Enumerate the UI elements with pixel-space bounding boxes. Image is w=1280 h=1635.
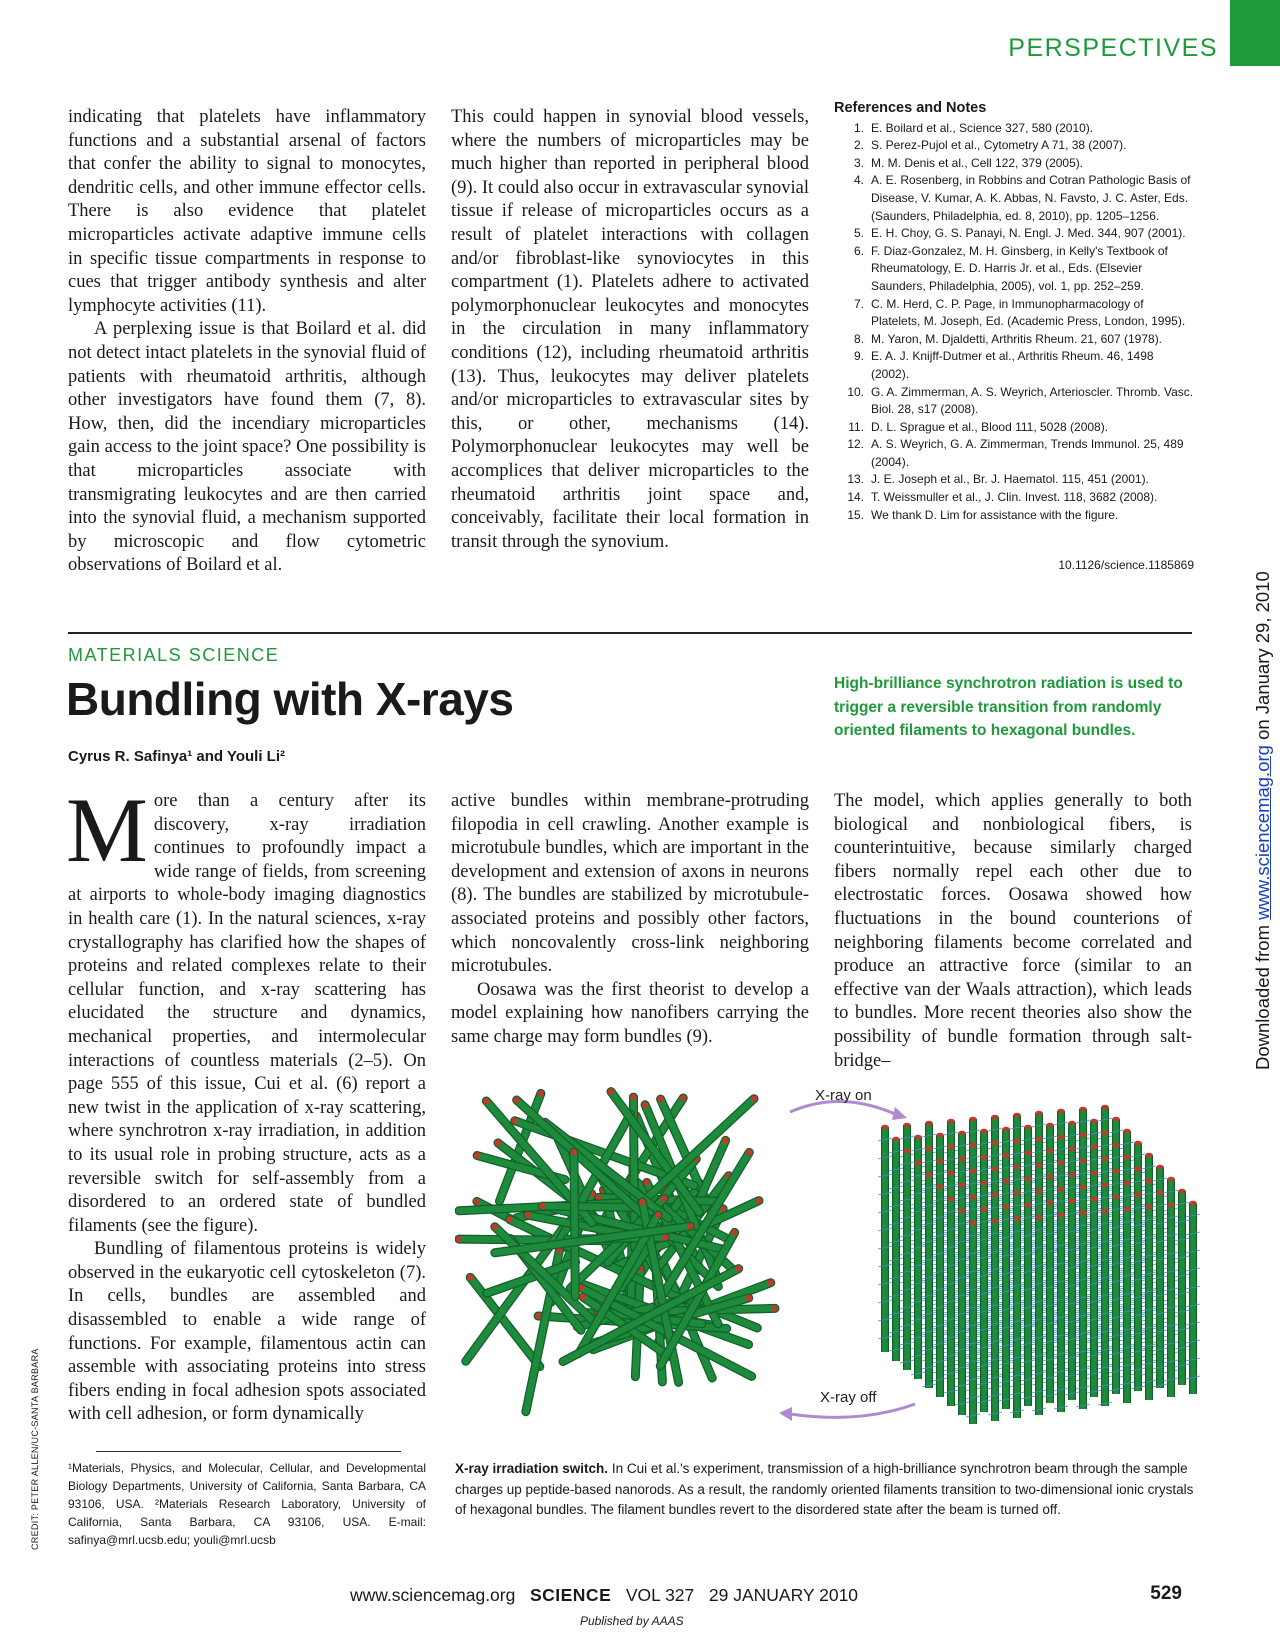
filament-tip — [732, 1229, 738, 1235]
paragraph: This could happen in synovial blood vessels, where the numbers of microparticles may be much higher than reported in peripheral blood (9). It could also occur in extravascular synovial tissue if release of microparticles occurs as a result of platelet interactions with collagen and/or fibroblast-like synoviocytes in this compartment (1). Platelets adhere to activated polymorphonuclear leukocytes and monocytes in the circulation in many inflammatory conditions (12), including rheumatoid arthritis (13). Thus, leukocytes may deliver platelets and/or microparticles to extravascular sites by this, or other, mechanisms (14). Polymorphonuclear leukocytes may well be accomplices that deliver microparticles to the rheumatoid arthritis joint space and, conceivably, facilitate their local formation in transit through the synovium. — [451, 107, 809, 552]
bundle-rod-tip — [947, 1197, 955, 1201]
bundle-rod-tip — [1035, 1111, 1043, 1115]
bundle-rod-tip — [1068, 1121, 1076, 1125]
bundle-rod-tip — [969, 1221, 977, 1225]
filament-tip — [662, 1234, 668, 1240]
bundle-rod-tip — [1024, 1177, 1032, 1181]
xray-on-label: X-ray on — [815, 1087, 872, 1104]
bundle-rod-tip — [969, 1117, 977, 1121]
bundle-rod-tip — [1134, 1167, 1142, 1171]
bundle-rod-tip — [1079, 1107, 1087, 1111]
bundle-rod-tip — [1002, 1205, 1010, 1209]
article-column-3 — [834, 790, 1192, 1073]
filament-tip — [474, 1152, 480, 1158]
reference-number: 14. — [847, 490, 864, 505]
bundle-rod-tip — [1002, 1179, 1010, 1183]
bundle-rod-tip — [991, 1115, 999, 1119]
reference-text: A. E. Rosenberg, in Robbins and Cotran Pathologic Basis of Disease, V. Kumar, A. K. Abbas, N. Favsto, J. C. Aster, Eds. (Saunders, Philadelphia, ed. 8, 2010), pp. 1205–1256. — [871, 173, 1191, 223]
filament-tip — [630, 1094, 636, 1100]
bundle-rod-tip — [1079, 1159, 1087, 1163]
bundle-rod-tip — [1079, 1185, 1087, 1189]
disordered-filaments — [456, 1088, 778, 1411]
bundle-rod-tip — [1123, 1207, 1131, 1211]
filament-tip — [746, 1149, 752, 1155]
bundle-rod-tip — [947, 1171, 955, 1175]
bundle-rod-tip — [1013, 1191, 1021, 1195]
download-stamp — [1252, 571, 1274, 1070]
reference-item — [834, 225, 1194, 243]
bundle-rod-tip — [991, 1219, 999, 1223]
filament-tip — [655, 1212, 661, 1218]
article-kicker: MATERIALS SCIENCE — [68, 645, 280, 665]
bundle-rod-tip — [980, 1129, 988, 1133]
bundle-rod-tip — [1057, 1161, 1065, 1165]
reference-number: 6. — [853, 243, 864, 258]
bundle-rod-tip — [914, 1161, 922, 1165]
bundle-rod-tip — [1145, 1205, 1153, 1209]
filament-tip — [525, 1212, 531, 1218]
reference-number: 9. — [853, 349, 864, 364]
filament-tip — [687, 1223, 693, 1229]
bundle-rod-tip — [1002, 1127, 1010, 1131]
paragraph: A perplexing issue is that Boilard et al. did not detect intact platelets in the synovial fluid of patients with rheumatoid arthritis, although other investigators have found them (7, 8). How, then, did the incendiary microparticles gain access to the joint space? One possibility is that microparticles associate with transmigrating leukocytes and are then carried into the synovial fluid, a mechanism supported by microscopic and flow cytometric observations of Boilard et al. — [68, 319, 426, 576]
filament-tip — [538, 1090, 544, 1096]
reference-text: We thank D. Lim for assistance with the figure. — [871, 507, 1119, 522]
bundle-rod-tip — [1013, 1139, 1021, 1143]
filament-tip — [756, 1197, 762, 1203]
reference-item — [834, 507, 1194, 525]
bundle-rod-tip — [1134, 1141, 1142, 1145]
references-block — [834, 100, 1194, 524]
reference-text: E. Boilard et al., Science 327, 580 (2010). — [871, 120, 1094, 135]
bundle-rod-tip — [903, 1123, 911, 1127]
reference-text: J. E. Joseph et al., Br. J. Haematol. 115, 451 (2001). — [871, 472, 1149, 487]
reference-number: 4. — [853, 173, 864, 188]
footnote-divider — [96, 1451, 401, 1452]
article-column-2 — [451, 790, 809, 1050]
reference-text: D. L. Sprague et al., Blood 111, 5028 (2008). — [871, 419, 1109, 434]
download-stamp-prefix: Downloaded from — [1252, 919, 1273, 1070]
bundle-rod-tip — [1145, 1179, 1153, 1183]
bundle-rod-tip — [1189, 1201, 1197, 1205]
bundle-rod-tip — [1134, 1193, 1142, 1197]
bundle-rod-tip — [991, 1141, 999, 1145]
bundle-rod-tip — [1156, 1191, 1164, 1195]
bundle-rod-tip — [969, 1143, 977, 1147]
sciencemag-link[interactable]: www.sciencemag.org — [1252, 745, 1273, 920]
bundle-rod-tip — [1002, 1153, 1010, 1157]
bundle-rod-tip — [1178, 1189, 1186, 1193]
filament-tip — [474, 1198, 480, 1204]
reference-item — [834, 155, 1194, 173]
prev-article-column-1 — [68, 106, 426, 578]
reference-number: 2. — [853, 138, 864, 153]
article-divider — [68, 632, 1192, 634]
reference-text: M. M. Denis et al., Cell 122, 379 (2005). — [871, 155, 1084, 170]
author-affiliations: ¹Materials, Physics, and Molecular, Cellular, and Developmental Biology Departments, University of California, Santa Barbara, CA 93106, USA. ²Materials Research Laboratory, University of California, Santa Barbara, CA 93106, USA. E-mail: safinya@mrl.ucsb.edu; youli@mrl.ucsb — [68, 1461, 426, 1547]
paragraph: The model, which applies generally to both biological and nonbiological fibers, is counterintuitive, because similarly charged fibers normally repel each other due to electrostatic forces. Oosawa showed how fluctuations in the bound counterions of neighboring filaments become correlated and produce an attractive force (similar to an effective van der Waals attraction), which leads to bundles. More recent theories also show the possibility of bundle formation through salt-bridge– — [834, 791, 1192, 1071]
reference-item — [834, 348, 1194, 383]
reference-item — [834, 243, 1194, 296]
filament-tip — [722, 1137, 728, 1143]
reference-item — [834, 471, 1194, 489]
reference-text: E. H. Choy, G. S. Panayi, N. Engl. J. Med. 344, 907 (2001). — [871, 226, 1186, 241]
bundle-rod-tip — [1024, 1203, 1032, 1207]
filament-tip — [751, 1096, 757, 1102]
filament-tip — [772, 1305, 778, 1311]
reference-item — [834, 172, 1194, 225]
reference-number: 5. — [853, 226, 864, 241]
caption-text: In Cui et al.'s experiment, transmission of a high-brilliance synchrotron beam through the sample charges up peptide-based nanorods. As a result, the randomly oriented filaments transition to two-dimensional ionic crystals of hexagonal bundles. The filament bundles revert to the disordered state after the beam is turned off. — [455, 1461, 1194, 1517]
bundle-rod-tip — [1101, 1131, 1109, 1135]
reference-number: 11. — [848, 419, 864, 434]
bundle-rod-tip — [958, 1157, 966, 1161]
reference-number: 10. — [847, 384, 864, 399]
footer-journal: SCIENCE — [529, 1585, 612, 1605]
reference-number: 13. — [847, 472, 864, 487]
xray-off-arrow — [790, 1404, 915, 1417]
filament-tip — [539, 1203, 545, 1209]
figure-caption — [455, 1459, 1195, 1521]
reference-text: G. A. Zimmerman, A. S. Weyrich, Arterioscler. Thromb. Vasc. Biol. 28, s17 (2008). — [871, 384, 1194, 417]
figure-credit: CREDIT: PETER ALLEN/UC-SANTA BARBARA — [30, 1348, 40, 1550]
reference-text: S. Perez-Pujol et al., Cytometry A 71, 38 (2007). — [871, 138, 1127, 153]
bundle-rod-tip — [1068, 1147, 1076, 1151]
bundle-rod-tip — [969, 1195, 977, 1199]
paragraph: active bundles within membrane-protruding filopodia in cell crawling. Another example is microtubule bundles, which are important in the development and extension of axons in neurons (8). The bundles are stabilized by microtubule-associated proteins and possibly other factors, which noncovalently cross-link neighboring microtubules. — [451, 791, 809, 977]
bundle-rod-tip — [1046, 1201, 1054, 1205]
bundle-rod-tip — [1145, 1153, 1153, 1157]
reference-number: 15. — [847, 507, 864, 522]
page-folio — [350, 1585, 858, 1606]
bundle-rod-tip — [1123, 1155, 1131, 1159]
xray-off-label: X-ray off — [820, 1389, 877, 1406]
filament-tip — [746, 1295, 752, 1301]
paragraph: Bundling of filamentous proteins is widely observed in the eukaryotic cell cytoskeleton (7). In cells, bundles are assembled and disassembled to enable a wide range of functions. For example, filamentous actin can assemble with associating proteins into stress fibers ending in focal adhesion spots associated with cell adhesion, or form dynamically — [68, 1239, 426, 1425]
bundle-rod-tip — [925, 1173, 933, 1177]
bundle-rod-tip — [1046, 1149, 1054, 1153]
drop-cap: M — [66, 779, 148, 881]
filament-tip — [513, 1097, 519, 1103]
footer-date: 29 JANUARY 2010 — [708, 1585, 859, 1605]
reference-number: 8. — [853, 331, 864, 346]
filament-tip — [495, 1140, 501, 1146]
bundle-rod-tip — [925, 1121, 933, 1125]
reference-text: M. Yaron, M. Djaldetti, Arthritis Rheum. 21, 607 (1978). — [871, 331, 1163, 346]
bundle-rod-tip — [1024, 1125, 1032, 1129]
bundle-rod-tip — [1013, 1113, 1021, 1117]
filament-tip — [571, 1149, 577, 1155]
xray-off-arrowhead — [779, 1407, 792, 1421]
filament-tip — [657, 1096, 663, 1102]
article-column-1 — [66, 779, 426, 1427]
paragraph: indicating that platelets have inflammatory functions and a substantial arsenal of factors that confer the ability to signal to monocytes, dendritic cells, and other immune effector cells. There is also evidence that platelet microparticles activate adaptive immune cells in specific tissue compartments in response to cues that trigger antibody synthesis and alter lymphocyte activities (11). — [68, 107, 426, 316]
reference-item — [834, 331, 1194, 349]
bundle-rod-tip — [936, 1159, 944, 1163]
bundle-rod-tip — [1101, 1157, 1109, 1161]
bundle-rod-tip — [1123, 1129, 1131, 1133]
xray-on-arrowhead — [892, 1107, 907, 1120]
section-color-tab — [1230, 0, 1280, 66]
paragraph: Oosawa was the first theorist to develop a model explaining how nanofibers carrying the same charge may form bundles (9). — [451, 979, 809, 1047]
references-heading: References and Notes — [834, 100, 987, 116]
paragraph-text: ore than a century after its discovery, x-ray irradiation continues to profoundly impact a wide range of fields, from screening at airports to whole-body imaging diagnostics in health care (1). In the natural sciences, x-ray crystallography has clarified how the shapes of proteins and related complexes relate to their cellular function, and x-ray scattering has elucidated the structure and dynamics, mechanical properties, and intermolecular interactions of countless materials (2–5). On page 555 of this issue, Cui et al. (6) report a new twist in the application of x-ray scattering, where synchrotron x-ray irradiation, in addition to its usual role in probing structure, acts as a reversible switch for self-assembly from a disordered to an ordered state of bundled filaments (see the figure). — [68, 791, 426, 1236]
caption-title: X-ray irradiation switch. — [455, 1461, 609, 1476]
bundle-rod-tip — [1046, 1123, 1054, 1127]
publisher-line: Published by AAAS — [580, 1614, 684, 1628]
bundle-rod-tip — [1079, 1211, 1087, 1215]
bundle-rod-tip — [1013, 1165, 1021, 1169]
bundle-rod-tip — [1068, 1199, 1076, 1203]
reference-text: F. Diaz-Gonzalez, M. H. Ginsberg, in Kelly's Textbook of Rheumatology, E. D. Harris Jr. et al., Eds. (Elsevier Saunders, Philadelphia, 2005), vol. 1, pp. 252–259. — [871, 243, 1168, 293]
footer-volume: VOL 327 — [625, 1585, 695, 1605]
bundle-rod-tip — [958, 1209, 966, 1213]
bundle-rod-tip — [903, 1149, 911, 1153]
bundle-rod-tip — [991, 1167, 999, 1171]
bundle-rod-tip — [1112, 1117, 1120, 1121]
bundle-rod-tip — [1090, 1119, 1098, 1123]
reference-item — [834, 296, 1194, 331]
filament-tip — [467, 1274, 473, 1280]
bundle-rod-tip — [1101, 1105, 1109, 1109]
reference-item — [834, 419, 1194, 437]
filament-tip — [735, 1265, 741, 1271]
bundle-rod-tip — [991, 1193, 999, 1197]
bundle-rod-tip — [1079, 1133, 1087, 1137]
bundle-rod-tip — [1013, 1217, 1021, 1221]
filament-tip — [483, 1098, 489, 1104]
bundle-rod-tip — [1156, 1165, 1164, 1169]
reference-item — [834, 436, 1194, 471]
bundle-rod-tip — [936, 1133, 944, 1137]
bundle-rod-tip — [936, 1185, 944, 1189]
bundle-rod-tip — [1101, 1183, 1109, 1187]
reference-number: 12. — [847, 437, 864, 452]
bundle-rod-tip — [980, 1207, 988, 1211]
section-header: PERSPECTIVES — [1008, 34, 1218, 62]
filament — [542, 1206, 633, 1207]
reference-number: 1. — [853, 120, 864, 135]
bundle-rod-tip — [1035, 1215, 1043, 1219]
reference-text: A. S. Weyrich, G. A. Zimmerman, Trends Immunol. 25, 489 (2004). — [871, 437, 1184, 469]
bundle-rod-tip — [1112, 1169, 1120, 1173]
bundle-rod-tip — [1057, 1109, 1065, 1113]
bundle-rod-tip — [1167, 1203, 1175, 1207]
bundle-rod-tip — [947, 1119, 955, 1123]
bundle-rod-tip — [1057, 1213, 1065, 1217]
filament-tip — [661, 1195, 667, 1201]
reference-number: 7. — [853, 296, 864, 311]
reference-item — [834, 120, 1194, 138]
bundle-rod-tip — [1035, 1137, 1043, 1141]
article-title: Bundling with X-rays — [66, 673, 514, 725]
filament-tip — [680, 1095, 686, 1101]
bundle-rod-tip — [1035, 1189, 1043, 1193]
references-list — [834, 120, 1194, 525]
bundle-rod-tip — [925, 1147, 933, 1151]
filament-tip — [608, 1088, 614, 1094]
xray-switch-figure — [455, 1052, 1200, 1442]
filament-tip — [456, 1236, 462, 1242]
bundle-rod-tip — [969, 1169, 977, 1173]
bundle-rod-tip — [980, 1181, 988, 1185]
bundle-rod-tip — [958, 1131, 966, 1135]
reference-item — [834, 137, 1194, 155]
bundle-rod-tip — [881, 1125, 889, 1129]
filament-tip — [639, 1199, 645, 1205]
filament — [574, 1152, 575, 1296]
reference-item — [834, 489, 1194, 507]
bundle-rod-tip — [947, 1145, 955, 1149]
footer-site: www.sciencemag.org — [350, 1585, 516, 1605]
filament-tip — [768, 1280, 774, 1286]
filament-tip — [512, 1118, 518, 1124]
hexagonal-bundles — [878, 1105, 1200, 1424]
bundle-rod-tip — [1046, 1175, 1054, 1179]
prev-article-column-2 — [451, 106, 809, 554]
filament-tip — [506, 1216, 512, 1222]
reference-text: E. A. J. Knijff-Dutmer et al., Arthritis Rheum. 46, 1498 (2002). — [871, 349, 1154, 381]
bundle-rod-tip — [892, 1137, 900, 1141]
doi: 10.1126/science.1185869 — [1058, 558, 1194, 572]
bundle-rod-tip — [1112, 1195, 1120, 1199]
paragraph — [66, 779, 426, 1238]
bundle-rod-tip — [914, 1135, 922, 1139]
filament-tip — [644, 1179, 650, 1185]
reference-number: 3. — [853, 155, 864, 170]
bundle-rod-tip — [1090, 1171, 1098, 1175]
article-deck: High-brilliance synchrotron radiation is used to trigger a reversible transition from randomly oriented filaments to hexagonal bundles. — [834, 675, 1183, 740]
bundle-rod-tip — [1057, 1135, 1065, 1139]
bundle-rod-tip — [1090, 1145, 1098, 1149]
bundle-rod-tip — [1024, 1151, 1032, 1155]
reference-text: T. Weissmuller et al., J. Clin. Invest. 118, 3682 (2008). — [871, 490, 1158, 505]
reference-item — [834, 384, 1194, 419]
bundle-rod-tip — [980, 1155, 988, 1159]
reference-text: C. M. Herd, C. P. Page, in Immunopharmacology of Platelets, M. Joseph, Ed. (Academic Press, London, 1995). — [871, 296, 1186, 329]
bundle-rod-tip — [1167, 1177, 1175, 1181]
bundle-rod-tip — [1057, 1187, 1065, 1191]
filament-tip — [492, 1224, 498, 1230]
bundle-rod-tip — [958, 1183, 966, 1187]
bundle-rod-tip — [1068, 1173, 1076, 1177]
bundle-rod-tip — [1090, 1197, 1098, 1201]
bundle-rod-tip — [1123, 1181, 1131, 1185]
bundle-rod-tip — [1112, 1143, 1120, 1147]
download-stamp-suffix: on January 29, 2010 — [1252, 571, 1273, 746]
filament-tip — [642, 1102, 648, 1108]
filament-tip — [535, 1313, 541, 1319]
bundle-rod-tip — [1035, 1163, 1043, 1167]
article-authors: Cyrus R. Safinya¹ and Youli Li² — [68, 748, 285, 765]
bundle-rod-tip — [1101, 1209, 1109, 1213]
page-number: 529 — [1150, 1583, 1182, 1604]
